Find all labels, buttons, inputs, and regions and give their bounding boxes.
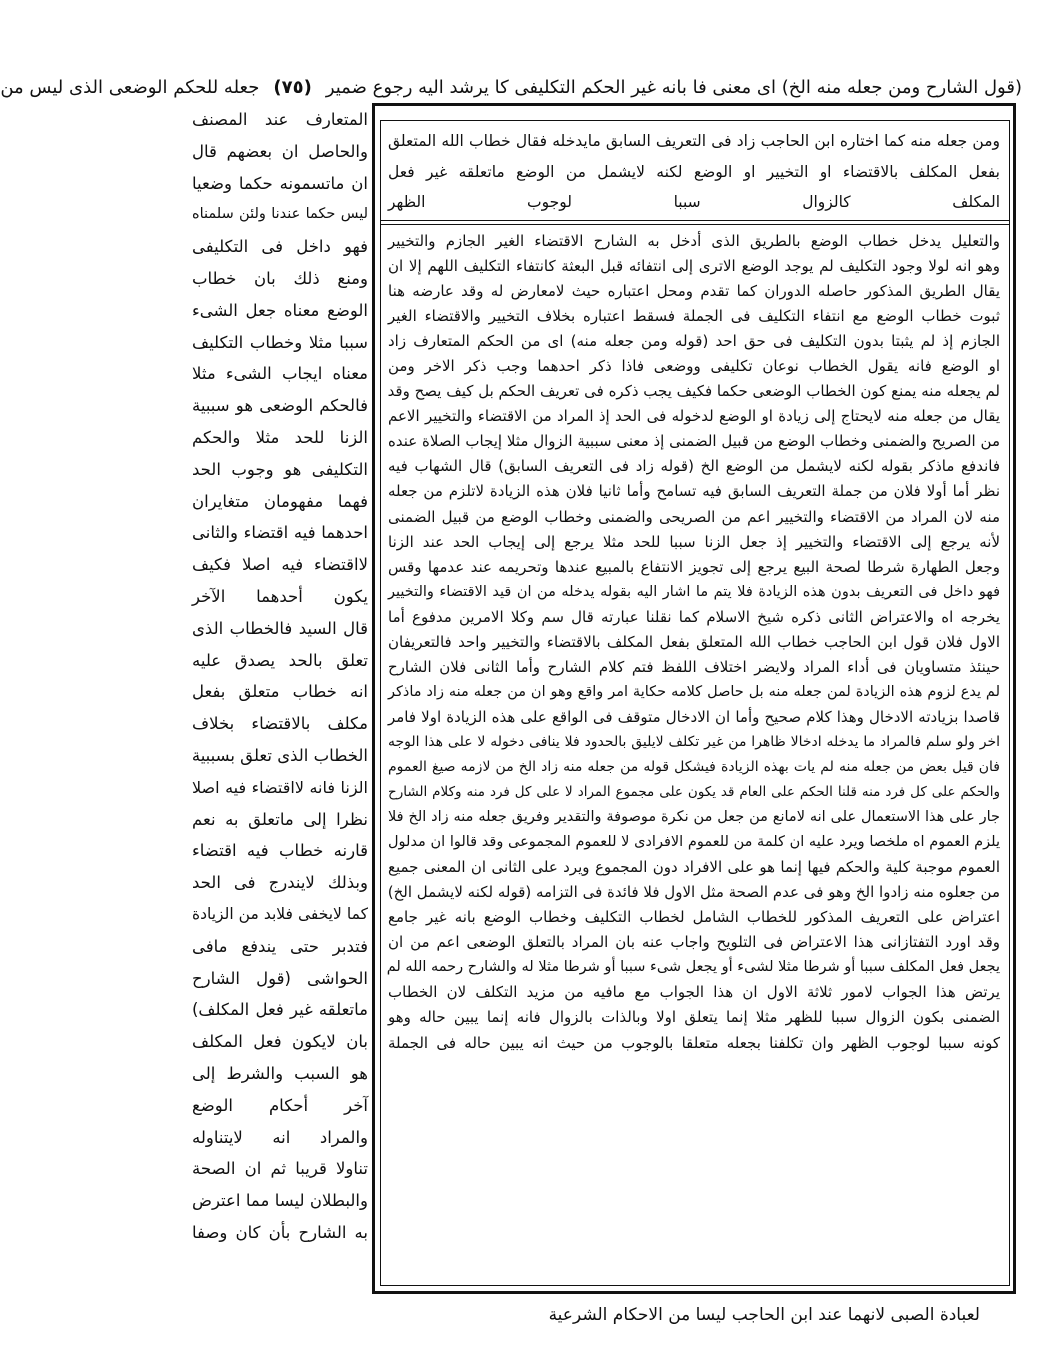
margin-line: قارنه خطاب فيه اقتضاء (192, 841, 368, 861)
margin-line: ماتعلقه غير فعل المكلف) (192, 1000, 368, 1020)
commentary-line: والتعليل يدخل خطاب الوضع بالطريق الذى أدخل به الشارح الاقتضاء الغير الجازم والتخيير (388, 232, 1000, 250)
section-divider-double (380, 224, 1010, 225)
margin-line: لااقتضاء فيه اصلا فكيف (192, 555, 368, 575)
footer-continuation: لعبادة الصبى لانهما عند ابن الحاجب ليسا من الاحكام الشرعية (548, 1305, 980, 1325)
margin-line: والمراد انه لايتناوله (192, 1127, 368, 1147)
margin-line: كما لايخفى فلابد من الزيادة (192, 904, 368, 923)
margin-line: به الشارح بأن كان وصفا (192, 1222, 368, 1242)
commentary-line: حينئذ متساويان فى أداء المراد ولايضر اختلاف اللفظ فتم كلام الشارح وأما الثانى فلان الشارح (388, 657, 1000, 676)
commentary-line: نظر أما أولا فلان من جملة التعريف السابق فيه تسامح وأما ثانيا فلان هذه الزيادة لاتلزم من جعله (388, 482, 1000, 501)
header-right-text: جعله للحكم الوضعى الذى ليس من (0, 77, 260, 98)
margin-line: فتدبر حتى يندفع مافى (192, 936, 368, 956)
commentary-body (388, 229, 1000, 1283)
margin-line: نظرا إلى ماتعلق به نعم (192, 809, 368, 829)
margin-line: التكليفى هو وجوب الحد (192, 459, 368, 479)
margin-line: ليس حكما عندنا ولئن سلمناه (192, 206, 368, 223)
running-header (0, 74, 1022, 102)
margin-line: تعلق بالحد يصدق عليه (192, 650, 368, 670)
commentary-line: كونه سببا لوجوب الظهر وان تكلفنا بجعله متعلقا بالوجوب من حيث انه يبين حاله فى الجملة (388, 1033, 1000, 1052)
margin-line: هو السبب والشرط إلى (192, 1063, 368, 1083)
commentary-line: منه لان المراد من الاقتضاء والتخيير اعم من الصريحى والضمنى وخطاب الوضع من قبيل الضمنى (388, 507, 1000, 526)
commentary-line: من الصريح والضمنى وخطاب الوضع من قبيل الضمنى إذ معنى سببية الزوال مثلا إيجاب الصلاة عنده (388, 432, 1000, 451)
header-left-text: (قول الشارح ومن جعله منه الخ) اى معنى فا بانه غير الحكم التكليفى كا يرشد اليه رجوع ضمير (325, 77, 1022, 98)
margin-line: ومنع ذلك بان خطاب (192, 268, 368, 288)
margin-line: الزنا فانه لااقتضاء فيه اصلا (192, 777, 368, 797)
margin-line: الوضع معناه جعل الشىء (192, 300, 368, 320)
margin-line: يكون أحدهما الآخر (192, 586, 368, 606)
main-text-block (388, 126, 1000, 218)
margin-line: والحاصل ان بعضهم قال (192, 141, 368, 161)
margin-line: المتعارف عند المصنف (192, 110, 368, 129)
margin-line: والبطلان ليسا مما اعترض (192, 1191, 368, 1211)
margin-line: قال السيد فالخطاب الذى (192, 618, 368, 638)
commentary-line: الاول فلان قول ابن الحاجب خطاب الله المتعلق بفعل المكلف بالاقتضاء والتخيير واحد فالتعريفان (388, 632, 1000, 651)
margin-line: وبذلك لايندرج فى الحد (192, 873, 368, 893)
margin-line: انه خطاب متعلق بفعل (192, 682, 368, 702)
margin-line: الحواشى (قول الشارح (192, 968, 368, 988)
margin-line: معناه ايجاب الشىء مثلا (192, 364, 368, 384)
commentary-line: او الوضع فانه يقول الخطاب نوعان تكليفى ووضعى فاذا ذكر احدهما وجب ذكر الاخر ومن (388, 357, 1000, 376)
commentary-line: يلزم العموم اه ملخصا ويرد عليه ان كلمة من للعموم الافرادى لا للعموم المجموعى وقد قالوا ان مدلول (388, 834, 1000, 851)
page-number: (٧٥) (273, 77, 312, 98)
section-divider (380, 220, 1010, 221)
commentary-line: من جعلوه منه زادوا الخ وهو فى عدم الصحة مثل الاول فلا فائدة فى التزامه (قوله لكنه لايشمل الخ) (387, 883, 1000, 902)
margin-line: سببا مثلا وخطاب التكليف (192, 332, 368, 352)
margin-line: الخطاب الذى تعلق بسببية (191, 745, 368, 765)
margin-line: آخر أحكام الوضع (192, 1095, 368, 1115)
margin-commentary (191, 104, 368, 1242)
commentary-line: قاصدا بزيادته الادخال وهذا كلام صحيح وأما ان الادخال متوقف فى الواقع على هذه الزيادة اولا فامر (388, 707, 1000, 726)
commentary-line: وجعل الطهارة شرطا لصحة البيع يرجع إلى تجويز الانتفاع بالمبيع عندها وتحريمه عند عدمها وقس (388, 557, 1000, 576)
commentary-line: الجازم إذ لم يثبتا بدون التكليف فى حق احد (قوله ومن جعله منه) اى من الحكم المتعارف زاد (388, 332, 1000, 351)
commentary-line: لم يجعله منه يمنع كون الخطاب الوضعى حكما فكيف يجب ذكره فى تعريف الحكم بل كيف يصح وقد (387, 382, 1000, 401)
commentary-line: العموم موجبة كلية والحكم فيها إنما هو على الافراد دون المجموع ويرد على الثانى ان المعنى جميع (388, 858, 1000, 877)
commentary-line: اخر ولو سلم فالمراد ما يدخله ادخالا ظاهرا من غير تكلف لايليق بالحدود فلا ينافى دخوله لا على هذا الوجه (388, 733, 1000, 750)
commentary-line: يرتض هذا الجواب لامور ثلاثة الاول ان هذا الجواب مع مافيه من مزيد التكلف لان الخطاب (388, 983, 1000, 1002)
margin-line: مكلف بالاقتضاء بخلاف (192, 714, 368, 734)
commentary-line: وهو انه لولا وجود التكليف لم يوجد الوضع الاترى إلى انتفائه قبل البعثة كانتفاء التكليف اللهم إلا ان (388, 257, 1000, 276)
margin-line: فهما مفهومان متغايران (192, 491, 368, 511)
commentary-line: جار على هذا الاستعمال على انه لامانع من جعل من نكرة موصوفة والتقدير وفريق جعله منه زاد الخ فلا (388, 809, 1000, 826)
commentary-line: الضمنى بكون الزوال سببا للظهر مثلا إنما يتعلق اولا وبالذات بالزوال فانه إنما يبين حاله وهو (388, 1008, 1000, 1027)
margin-line: الزنا للحد مثلا والحكم (192, 427, 368, 447)
margin-line: فالحكم الوضعى هو سببية (192, 396, 368, 416)
margin-line: تناولا قريبا ثم ان الصحة (192, 1159, 368, 1179)
main-text-line: بفعل المكلف بالاقتضاء او التخيير او الوضع لكنه لايشمل من الوضع ماتعلقه غير فعل (388, 162, 1000, 181)
commentary-line: وقد اورد التفتازانى هذا الاعتراض فى التلويح واجاب عنه بان المراد بالتعلق الوضعى اعم من ان (388, 933, 1000, 952)
margin-line: فهو داخل فى التكليفى (192, 237, 368, 257)
main-text-line: ومن جعله منه كما اختاره ابن الحاجب زاد فى التعريف السابق مايدخله فقال خطاب الله المتعلق (388, 132, 1000, 150)
commentary-line: والحكم على كل فرد منه قلنا الحكم على العام قد يكون على مجموع المراد لا على كل فرد منه وكلام الشارح (388, 784, 1000, 801)
commentary-line: ثبوت خطاب الوضع مع انتفاء التكليف فى الجملة فسقط اعتباره بخلاف التخيير والاقتضاء الغير (388, 307, 1000, 326)
main-text-line: المكلف كالزوال سببا لوجوب الظهر (388, 193, 1000, 211)
commentary-line: فان قيل بعض من جعله منه لم يات بهذه الزيادة فيشكل قوله من جعله منه زاد الخ من لازمه صيغ العموم (388, 758, 1000, 775)
margin-line: ان ماتسمونه حكما وضعيا (192, 173, 368, 193)
commentary-line: يجعل فعل المكلف سببا أو شرطا مثلا لشىء أو يجعل شىء سببا أو شرطا مثلا له والشارح رحمه الله لم (386, 959, 1000, 976)
commentary-line: فاندفع ماذكر بقوله لكنه لايشمل من الوضع الخ (قوله زاد فى التعريف السابق) قال الشهاب فيه (388, 457, 1000, 476)
commentary-line: لم يدع لزوم هذه الزيادة لمن جعله منه بل حاصل كلامه حكاية امر واقع وهو ان من جعله منه زاد ماذكر (388, 683, 1000, 700)
margin-line: احدهما فيه اقتضاء والثانى (192, 523, 368, 543)
commentary-line: يخرجه اه والاعتراض الثانى ذكره شيخ الاسلام كما نقلنا عبارته قال سم وكلا الامرين مدفوع أما (388, 607, 1000, 626)
commentary-line: اعتراض على التعريف المذكور للخطاب الشامل لخطاب التكليف وخطاب الوضع بانه غير جامع (388, 908, 1000, 927)
commentary-line: يقال من جعله منه لايحتاج إلى زيادة او الوضع لدخوله فى الحد إذ المراد من الاقتضاء والتخيير الاعم (388, 407, 1000, 426)
commentary-line: لأنه يرجع إلى الاقتضاء والتخيير إذ جعل الزنا سببا للحد مثلا يرجع إلى إيجاب الحد عند الزنا (388, 532, 1000, 551)
commentary-line: يقال الطريق المذكور حاصله الدوران كما تقدم ومحل اعتباره حيث لامعارض له وقد عارضه هنا (388, 282, 1000, 301)
commentary-line: فهو داخل فى التعريف بدون هذه الزيادة فلا يتم ما اشار اليه بقوله يدخله من ان قيد الاقتضاء والتخيير (388, 583, 1000, 600)
margin-line: بان لايكون فعل المكلف (192, 1032, 368, 1052)
